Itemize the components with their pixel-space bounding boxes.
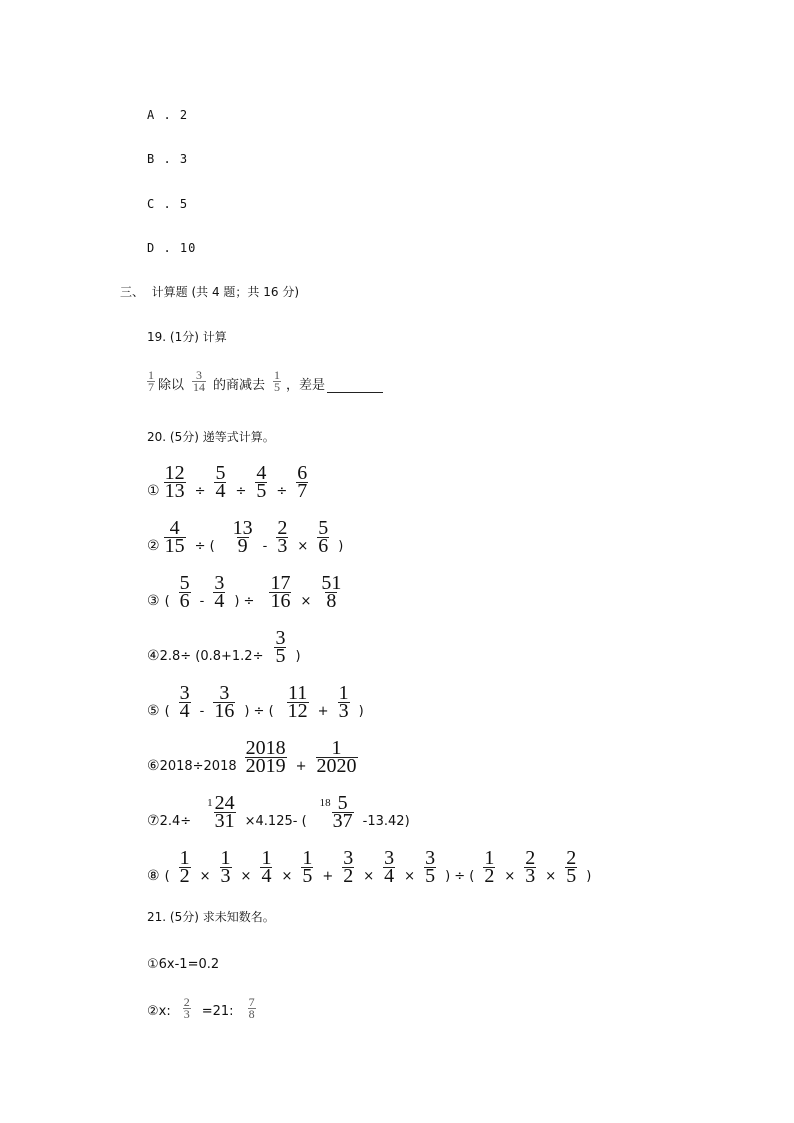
- fraction: $\frac{3}{5}$: [425, 847, 436, 887]
- fraction: $\frac{2}{3}$: [525, 847, 536, 887]
- fraction: $\frac{2}{3}$: [277, 517, 288, 557]
- fraction: $\frac{3}{2}$: [343, 847, 354, 887]
- fraction: $\frac{2}{5}$: [566, 847, 577, 887]
- q20-header: 20. (5分) 递等式计算。: [147, 430, 275, 444]
- fraction: $\frac{17}{16}$: [270, 572, 291, 612]
- fraction: $\frac{7}{8}$: [248, 995, 255, 1021]
- answer-blank[interactable]: [327, 380, 383, 393]
- fraction: $\frac{1}{7}$: [148, 368, 154, 394]
- fraction: $\frac{1}{2020}$: [316, 737, 357, 777]
- fraction: $\frac{5}{6}$: [179, 572, 190, 612]
- fraction: $\frac{1}{3}$: [338, 682, 349, 722]
- fraction: $\frac{3}{16}$: [214, 682, 235, 722]
- operator: ): [586, 869, 592, 884]
- fraction: $\frac{3}{5}$: [275, 627, 286, 667]
- fraction: $\frac{2}{3}$: [183, 995, 190, 1021]
- q19-body: $\frac{1}{7}$ 除以 $\frac{3}{14}$ 的商减去 $\frac{1}{5}$ ，差是: [147, 370, 383, 393]
- q20-expr-1: ① $\frac{12}{13}$ ÷ $\frac{5}{4}$ ÷ $\frac{4}{5}$ ÷ $\frac{6}{7}$: [147, 462, 308, 502]
- q21-equation-1: ①6x-1=0.2: [147, 957, 220, 972]
- fraction: $\frac{5}{4}$: [215, 462, 226, 502]
- fraction: $\frac{3}{4}$: [179, 682, 190, 722]
- q19-header: 19. (1分) 计算: [147, 330, 227, 344]
- fraction: $\frac{1}{4}$: [261, 847, 272, 887]
- fraction: $\frac{5}{37}$: [332, 792, 353, 832]
- fraction: $\frac{1}{5}$: [302, 847, 313, 887]
- fraction: $\frac{1}{5}$: [274, 368, 281, 394]
- q20-expr-6: ⑥ 2018÷2018 $\frac{2018}{2019}$ + $\frac{1}{2020}$: [147, 737, 357, 777]
- fraction: $\frac{12}{13}$: [164, 462, 185, 502]
- fraction: $\frac{51}{8}$: [321, 572, 342, 612]
- q20-expr-4: ④ 2.8÷ (0.8+1.2÷ $\frac{3}{5}$ ): [147, 627, 301, 667]
- option-d: D . 10: [147, 241, 197, 255]
- operator: ×: [404, 869, 416, 884]
- q20-expr-3: ③ ( $\frac{5}{6}$ - $\frac{3}{4}$ ) ÷ $\frac{17}{16}$ × $\frac{51}{8}$: [147, 572, 342, 612]
- operator: ×: [240, 869, 252, 884]
- fraction: $\frac{4}{15}$: [164, 517, 185, 557]
- operator: ) ÷ (: [445, 869, 475, 884]
- fraction: $\frac{1}{3}$: [220, 847, 231, 887]
- operator: ×: [281, 869, 293, 884]
- fraction: $\frac{24}{31}$: [214, 792, 235, 832]
- q20-expr-5: ⑤ ( $\frac{3}{4}$ - $\frac{3}{16}$ ) ÷ ( $\frac{11}{12}$ + $\frac{1}{3}$ ): [147, 682, 364, 722]
- section-heading: 三、 计算题 (共 4 题；共 16 分): [120, 285, 299, 299]
- q21-equation-2: ②x: $\frac{2}{3}$ =21: $\frac{7}{8}$: [147, 995, 255, 1021]
- fraction: $\frac{3}{4}$: [214, 572, 225, 612]
- q20-expr-8: ⑧ ( $\frac{1}{2}$ × $\frac{1}{3}$ × $\frac{1}{4}$ × $\frac{1}{5}$ + $\frac{3}{2}$ × $\frac{3}{4}$ × $\frac{3}{5}$ ) ÷ ( $\frac{1}{2}$ × $\frac{2}{3}$ × $\frac{2}{5}$ ): [147, 847, 592, 887]
- fraction: $\frac{11}{12}$: [287, 682, 308, 722]
- q20-expr-7: ⑦ 2.4÷ 1 $\frac{24}{31}$ ×4.125- ( 18 $\frac{5}{37}$ -13.42): [147, 792, 410, 832]
- fraction: $\frac{3}{4}$: [384, 847, 395, 887]
- option-b: B . 3: [147, 152, 189, 166]
- q20-expr-2: ② $\frac{4}{15}$ ÷ ( $\frac{13}{9}$ - $\frac{2}{3}$ × $\frac{5}{6}$ ): [147, 517, 344, 557]
- fraction: $\frac{2018}{2019}$: [245, 737, 286, 777]
- option-c: C . 5: [147, 197, 189, 211]
- fraction: $\frac{1}{2}$: [484, 847, 495, 887]
- fraction: $\frac{5}{6}$: [318, 517, 329, 557]
- operator: ×: [363, 869, 375, 884]
- fraction: $\frac{4}{5}$: [256, 462, 267, 502]
- fraction: $\frac{6}{7}$: [297, 462, 308, 502]
- operator: ×: [545, 869, 557, 884]
- q21-header: 21. (5分) 求未知数名。: [147, 910, 275, 924]
- fraction: $\frac{13}{9}$: [232, 517, 253, 557]
- fraction: $\frac{1}{2}$: [179, 847, 190, 887]
- operator: +: [322, 869, 334, 884]
- operator: ×: [199, 869, 211, 884]
- operator: ×: [504, 869, 516, 884]
- fraction: $\frac{3}{14}$: [193, 368, 206, 394]
- option-a: A . 2: [147, 108, 189, 122]
